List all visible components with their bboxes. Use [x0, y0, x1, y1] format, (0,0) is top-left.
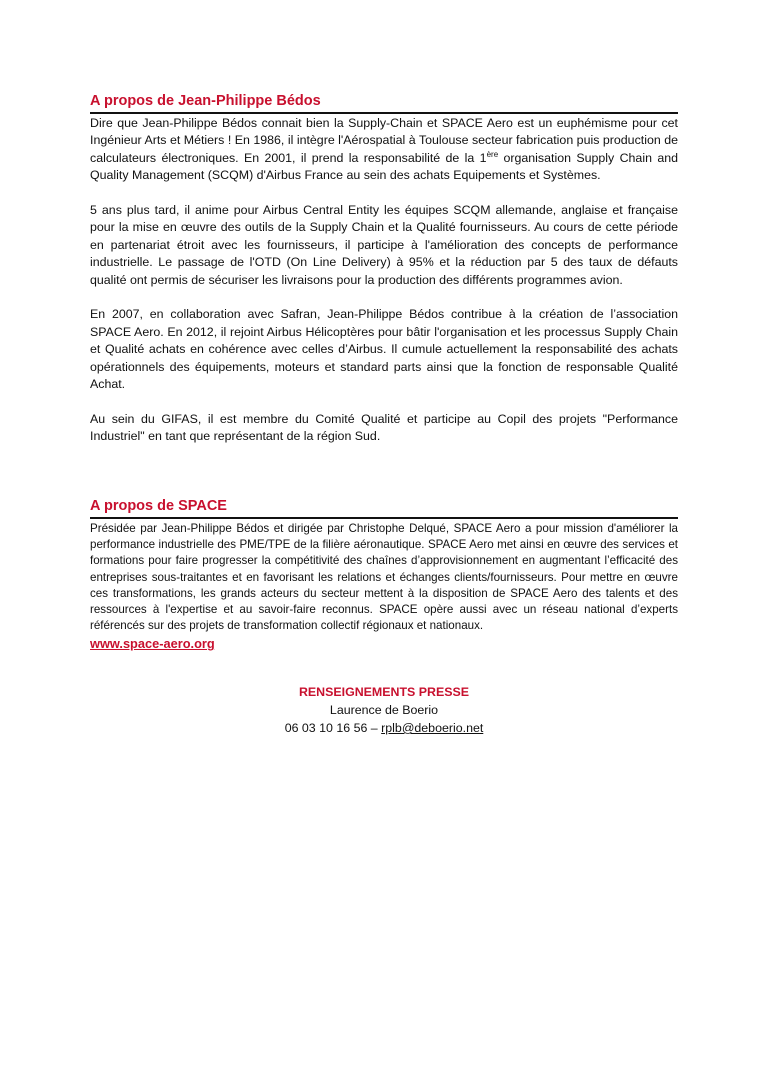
- bedos-paragraph-1: [90, 115, 678, 185]
- press-phone: 06 03 10 16 56 –: [284, 721, 378, 735]
- bedos-p1-part-a: Dire que Jean-Philippe Bédos connait bien la Supply-Chain et SPACE Aero est un euphémisme pour cet Ingénieur Arts et Métiers ! En 1986, il intègre l'Aérospatial à Toulouse secteur fabrication puis production de calculateurs électroniques. En 2001, il prend la responsabilité de la 1: [90, 116, 678, 165]
- bedos-section: [90, 92, 678, 446]
- superscript-ere: ère: [486, 149, 499, 159]
- bedos-paragraph-3: En 2007, en collaboration avec Safran, Jean-Philippe Bédos contribue à la création de l’association SPACE Aero. En 2012, il rejoint Airbus Hélicoptères pour bâtir l'organisation et les processus Supply Chain et Qualité achats en cohérence avec celles d’Airbus. Il cumule actuellement la responsabilité des achats opérationnels des équipements, moteurs et standard parts ainsi que la fonction de responsable Qualité Achat.: [90, 307, 678, 392]
- press-contact: [0, 683, 768, 737]
- press-title: RENSEIGNEMENTS PRESSE: [298, 685, 470, 699]
- bedos-p1-part-b: organisation Supply Chain and Quality Management (SCQM) d'Airbus France au sein des achats Equipements et Systèmes.: [90, 150, 678, 183]
- space-section: [90, 497, 678, 653]
- bedos-paragraph-2: 5 ans plus tard, il anime pour Airbus Central Entity les équipes SCQM allemande, anglaise et française pour la mise en œuvre des outils de la Supply Chain et la Qualité fournisseurs. Au cours de cette période en partenariat étroit avec les fournisseurs, il participe à l'amélioration des concepts de performance industrielle. Le passage de l'OTD (On Line Delivery) à 95% et la réduction par 5 des taux de défauts qualité ont permis de sécuriser les livraisons pour la production des différents programmes avion.: [90, 203, 678, 287]
- space-website-link[interactable]: www.space-aero.org: [90, 636, 215, 652]
- press-email-link[interactable]: rplb@deboerio.net: [381, 721, 484, 735]
- space-heading: A propos de SPACE: [90, 497, 678, 519]
- bedos-heading: A propos de Jean-Philippe Bédos: [90, 92, 678, 114]
- press-contact-line: [0, 719, 768, 737]
- press-contact-name: Laurence de Boerio: [329, 703, 439, 717]
- space-paragraph: Présidée par Jean-Philippe Bédos et dirigée par Christophe Delqué, SPACE Aero a pour mission d'améliorer la performance industrielle des PME/TPE de la filière aéronautique. SPACE Aero met ainsi en œuvre des services et formations pour faire progresser la compétitivité des chaînes d’approvisionnement en augmentant l’efficacité des entreprises sous-traitantes et en favorisant les relations et échanges clients/fournisseurs. Pour mettre en œuvre ces transformations, les grands acteurs du secteur mettent à la disposition de SPACE Aero des talents et des ressources à l'expertise et au savoir-faire reconnus. SPACE opère aussi avec un réseau national d’experts référencés sur des projets de transformation collectif régionaux et nationaux.: [90, 522, 678, 633]
- bedos-paragraph-4: Au sein du GIFAS, il est membre du Comité Qualité et participe au Copil des projets "Performance Industriel" en tant que représentant de la région Sud.: [90, 411, 678, 444]
